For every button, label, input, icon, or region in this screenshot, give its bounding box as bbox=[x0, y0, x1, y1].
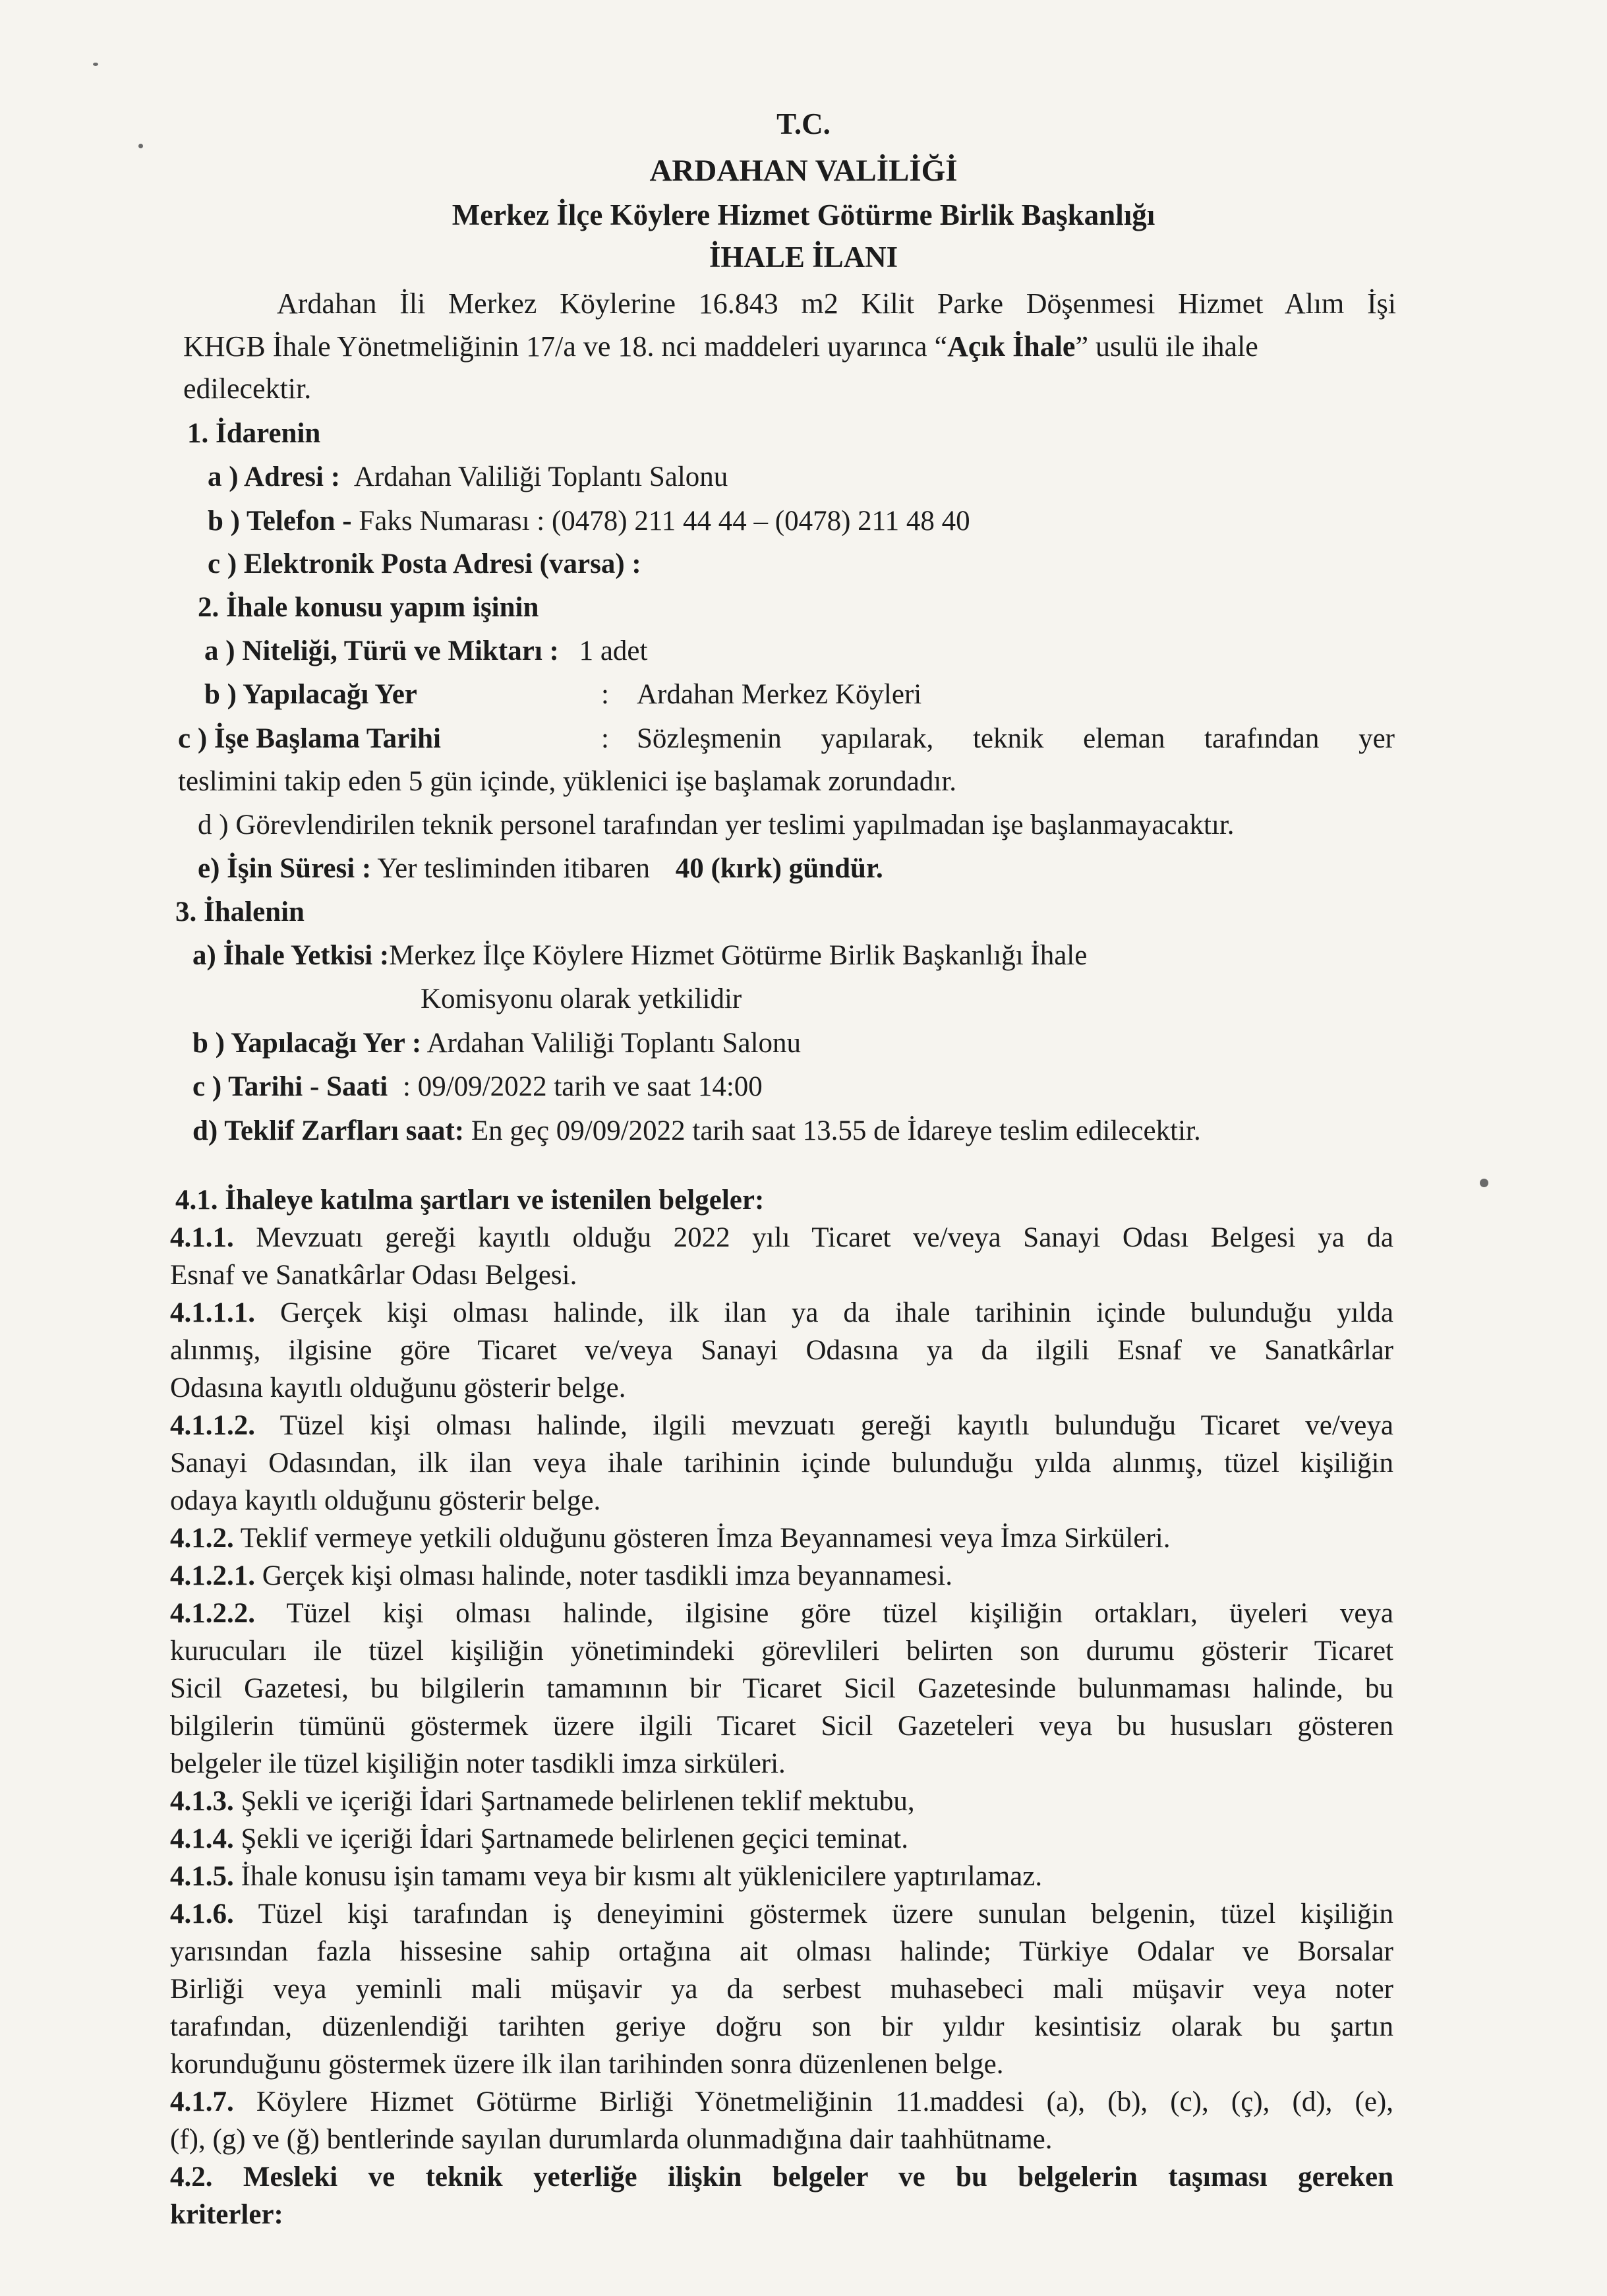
p412-line-1 bbox=[170, 1521, 1170, 1556]
p416-line-2: yarısından fazla hissesine sahip ortağına ait olması halinde; Türkiye Odalar ve Borsalar bbox=[170, 1936, 1393, 1967]
p415-num: 4.1.5. bbox=[170, 1861, 234, 1892]
p416-line-1 bbox=[170, 1897, 1393, 1931]
s2-e-row bbox=[198, 852, 883, 886]
s3-a-line-2: Komisyonu olarak yetkilidir bbox=[421, 984, 742, 1015]
p416-line-4: tarafından, düzenlendiği tarihten geriye doğru son bir yıldır kesintisiz olarak bu şartın bbox=[170, 2011, 1393, 2042]
s2-c-value: Sözleşmenin yapılarak, teknik eleman tarafından yer bbox=[637, 723, 1395, 754]
s1-a-label: a ) Adresi : bbox=[208, 461, 341, 492]
p4122-line-4: bilgilerin tümünü göstermek üzere ilgili Ticaret Sicil Gazeteleri veya bu hususları gösteren bbox=[170, 1711, 1393, 1742]
p412-text: Teklif vermeye yetkili olduğunu gösteren İmza Beyannamesi veya İmza Sirküleri. bbox=[240, 1523, 1171, 1554]
p415-text: İhale konusu işin tamamı veya bir kısmı alt yüklenicilere yaptırılamaz. bbox=[241, 1861, 1043, 1892]
p416-line-3: Birliği veya yeminli mali müşavir ya da serbest muhasebeci mali müşavir veya noter bbox=[170, 1974, 1393, 2005]
p417-line-1 bbox=[170, 2085, 1393, 2119]
p414-line-1 bbox=[170, 1822, 908, 1856]
p4111-text: Gerçek kişi olması halinde, ilk ilan ya da ihale tarihinin içinde bulunduğu yılda bbox=[279, 1297, 1393, 1328]
p416-text: Tüzel kişi tarafından iş deneyimini göstermek üzere sunulan belgenin, tüzel kişiliğin bbox=[258, 1899, 1393, 1929]
s2-c-label: c ) İşe Başlama Tarihi bbox=[178, 723, 441, 754]
s1-b-label: b ) Telefon - bbox=[208, 506, 352, 537]
p417-text: Köylere Hizmet Götürme Birliği Yönetmeliğinin 11.maddesi (a), (b), (c), (ç), (d), (e), bbox=[256, 2086, 1393, 2117]
s2-a-value: 1 adet bbox=[579, 635, 648, 666]
s2-b-label: b ) Yapılacağı Yer bbox=[204, 679, 417, 710]
s3-c-value: : 09/09/2022 tarih ve saat 14:00 bbox=[403, 1071, 763, 1102]
p4122-line-1 bbox=[170, 1597, 1393, 1631]
s1-title: 1. İdarenin bbox=[187, 418, 321, 449]
p4111-line-3: Odasına kayıtlı olduğunu gösterir belge. bbox=[170, 1372, 626, 1403]
p416-num: 4.1.6. bbox=[170, 1899, 234, 1929]
p4122-line-2: kurucuları ile tüzel kişiliğin yönetimindeki görevlileri belirten son durumu gösterir Ticaret bbox=[170, 1635, 1393, 1666]
p4111-line-2: alınmış, ilgisine göre Ticaret ve/veya Sanayi Odasına ya da ilgili Esnaf ve Sanatkârlar bbox=[170, 1335, 1393, 1366]
s2-c-colon: : bbox=[601, 723, 609, 754]
s3-c-row bbox=[192, 1070, 763, 1104]
p414-text: Şekli ve içeriği İdari Şartnamede belirlenen geçici teminat. bbox=[241, 1823, 908, 1854]
intro-line-3: edilecektir. bbox=[183, 372, 312, 405]
p417-num: 4.1.7. bbox=[170, 2086, 234, 2117]
s2-title: 2. İhale konusu yapım işinin bbox=[198, 592, 539, 623]
p42-line-1: 4.2. Mesleki ve teknik yeterliğe ilişkin belgeler ve bu belgelerin taşıması gereken bbox=[170, 2162, 1393, 2193]
s3-c-label: c ) Tarihi - Saati bbox=[192, 1071, 388, 1102]
s3-title: 3. İhalenin bbox=[175, 897, 305, 927]
p417-line-2: (f), (g) ve (ğ) bentlerinde sayılan durumlarda olunmadığına dair taahhütname. bbox=[170, 2124, 1053, 2155]
p411-line-1 bbox=[170, 1221, 1393, 1255]
s1-b-row bbox=[208, 504, 970, 539]
p4121-line-1 bbox=[170, 1559, 952, 1593]
p411-num: 4.1.1. bbox=[170, 1222, 234, 1253]
p4112-line-1 bbox=[170, 1409, 1393, 1443]
scan-speck bbox=[93, 63, 98, 66]
s2-b-colon: : bbox=[601, 679, 609, 710]
p412-num: 4.1.2. bbox=[170, 1523, 234, 1554]
p413-num: 4.1.3. bbox=[170, 1786, 234, 1817]
s3-b-label: b ) Yapılacağı Yer : bbox=[192, 1028, 422, 1059]
intro-text-end: ” usulü ile ihale bbox=[1075, 330, 1258, 363]
s2-e-value: Yer tesliminden itibaren bbox=[377, 853, 650, 884]
p4122-text: Tüzel kişi olması halinde, ilgisine göre tüzel kişiliğin ortakları, üyeleri veya bbox=[286, 1598, 1393, 1629]
intro-line-1: Ardahan İli Merkez Köylerine 16.843 m2 Kilit Parke Döşenmesi Hizmet Alım İşi bbox=[277, 287, 1396, 320]
s1-c-label: c ) Elektronik Posta Adresi (varsa) : bbox=[208, 548, 641, 579]
header-tc: T.C. bbox=[776, 107, 831, 140]
header-ilan: İHALE İLANI bbox=[709, 241, 898, 274]
p4112-text: Tüzel kişi olması halinde, ilgili mevzuatı gereği kayıtlı bulunduğu Ticaret ve/veya bbox=[279, 1410, 1393, 1441]
p415-line-1 bbox=[170, 1860, 1042, 1894]
s2-d-text: d ) Görevlendirilen teknik personel tarafından yer teslimi yapılmadan işe başlanmayacaktır. bbox=[198, 809, 1235, 840]
p4111-num: 4.1.1.1. bbox=[170, 1297, 255, 1328]
s2-a-row bbox=[204, 634, 647, 668]
p4122-num: 4.1.2.2. bbox=[170, 1598, 255, 1629]
s2-b-value: Ardahan Merkez Köyleri bbox=[637, 679, 922, 710]
header-valilik: ARDAHAN VALİLİĞİ bbox=[649, 154, 958, 188]
s3-a-label: a) İhale Yetkisi : bbox=[192, 940, 390, 971]
s2-e-label: e) İşin Süresi : bbox=[198, 853, 372, 884]
p42-line-2: kriterler: bbox=[170, 2199, 283, 2230]
s3-d-label: d) Teklif Zarfları saat: bbox=[192, 1115, 465, 1146]
p411-line-2: Esnaf ve Sanatkârlar Odası Belgesi. bbox=[170, 1260, 577, 1291]
p416-line-5: korunduğunu göstermek üzere ilk ilan tarihinden sonra düzenlenen belge. bbox=[170, 2049, 1004, 2080]
s1-a-value: Ardahan Valiliği Toplantı Salonu bbox=[353, 461, 728, 492]
p4112-num: 4.1.1.2. bbox=[170, 1410, 255, 1441]
p4121-text: Gerçek kişi olması halinde, noter tasdikli imza beyannamesi. bbox=[262, 1560, 952, 1591]
p4121-num: 4.1.2.1. bbox=[170, 1560, 255, 1591]
s3-a-value: Merkez İlçe Köylere Hizmet Götürme Birlik Başkanlığı İhale bbox=[389, 940, 1088, 971]
p413-line-1 bbox=[170, 1784, 915, 1819]
header-birlik: Merkez İlçe Köylere Hizmet Götürme Birlik Başkanlığı bbox=[452, 198, 1155, 231]
s1-b-value: Faks Numarası : (0478) 211 44 44 – (0478) 211 48 40 bbox=[359, 506, 970, 537]
s3-d-row bbox=[192, 1114, 1201, 1148]
intro-line-2 bbox=[183, 330, 1258, 365]
intro-acik-ihale: Açık İhale bbox=[947, 330, 1076, 363]
s3-d-value: En geç 09/09/2022 tarih saat 13.55 de İdareye teslim edilecektir. bbox=[471, 1115, 1201, 1146]
scan-speck bbox=[1480, 1179, 1488, 1187]
p4122-line-3: Sicil Gazetesi, bu bilgilerin tamamının bir Ticaret Sicil Gazetesinde bulunmaması halinde, bu bbox=[170, 1673, 1393, 1704]
p413-text: Şekli ve içeriği İdari Şartnamede belirlenen teklif mektubu, bbox=[241, 1786, 915, 1817]
p4111-line-1 bbox=[170, 1296, 1393, 1330]
s2-e-duration: 40 (kırk) gündür. bbox=[675, 853, 883, 884]
scan-speck bbox=[138, 144, 143, 148]
s3-a-row bbox=[192, 939, 1087, 973]
s3-b-row bbox=[192, 1026, 801, 1061]
s1-a-row bbox=[208, 460, 728, 494]
s3-b-value: Ardahan Valiliği Toplantı Salonu bbox=[426, 1028, 802, 1059]
p411-text: Mevzuatı gereği kayıtlı olduğu 2022 yılı Ticaret ve/veya Sanayi Odası Belgesi ya da bbox=[256, 1222, 1393, 1253]
p4112-line-3: odaya kayıtlı olduğunu gösterir belge. bbox=[170, 1485, 601, 1516]
p414-num: 4.1.4. bbox=[170, 1823, 234, 1854]
p4112-line-2: Sanayi Odasından, ilk ilan veya ihale tarihinin içinde bulunduğu yılda alınmış, tüzel kişiliğin bbox=[170, 1448, 1393, 1479]
s2-a-label: a ) Niteliği, Türü ve Miktarı : bbox=[204, 635, 559, 666]
p4122-line-5: belgeler ile tüzel kişiliğin noter tasdikli imza sirküleri. bbox=[170, 1748, 786, 1779]
s4-title: 4.1. İhaleye katılma şartları ve istenilen belgeler: bbox=[175, 1185, 765, 1216]
s2-c-line-2: teslimini takip eden 5 gün içinde, yüklenici işe başlamak zorundadır. bbox=[178, 766, 957, 797]
intro-text: KHGB İhale Yönetmeliğinin 17/a ve 18. nci maddeleri uyarınca “ bbox=[183, 330, 948, 363]
